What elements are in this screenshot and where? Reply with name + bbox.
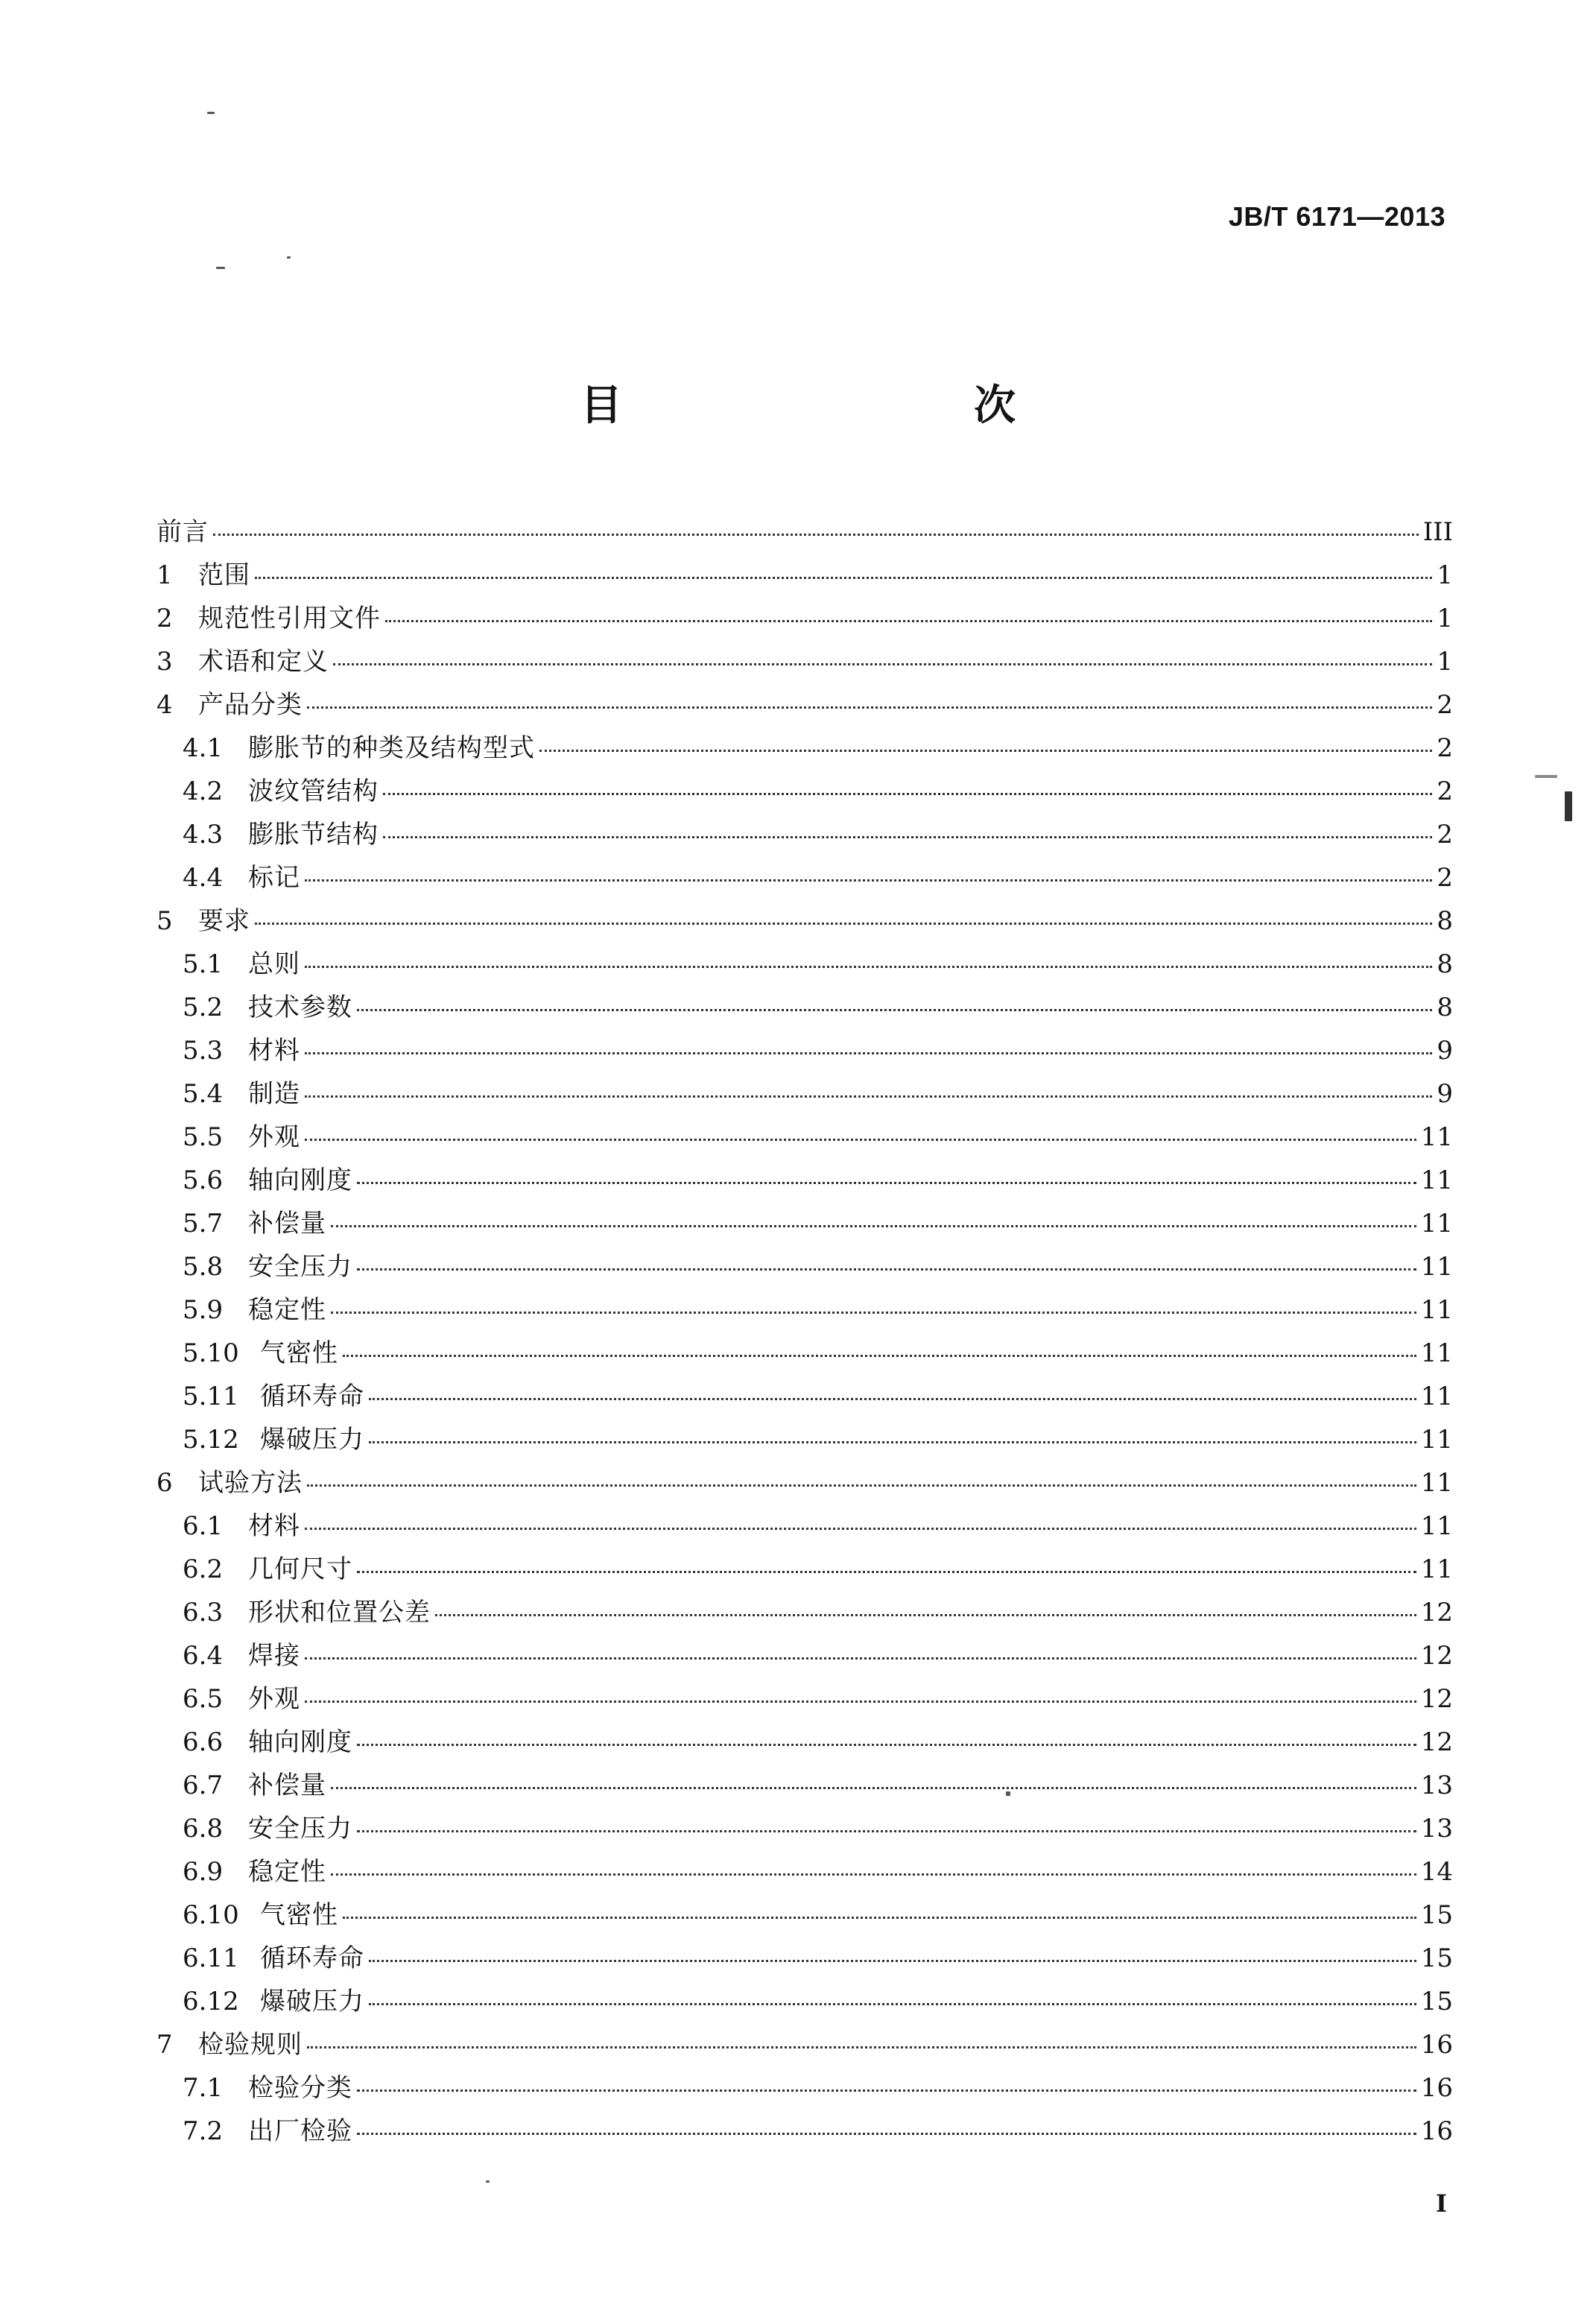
toc-entry-label: 安全压力 <box>248 1814 352 1844</box>
toc-dot-leader <box>255 576 1432 579</box>
toc-entry-number: 6.9 <box>183 1857 224 1887</box>
toc-entry-label: 检验分类 <box>248 2073 352 2103</box>
toc-dot-leader <box>305 1700 1416 1703</box>
toc-dot-leader <box>331 1873 1416 1876</box>
page-number: I <box>1436 2189 1447 2218</box>
toc-entry <box>156 1116 1453 1159</box>
toc-entry-page: 12 <box>1420 1641 1453 1671</box>
toc-entry-label: 焊接 <box>248 1641 300 1671</box>
toc-entry <box>156 554 1453 597</box>
toc-entry-label: 材料 <box>248 1511 300 1541</box>
toc-entry <box>156 1202 1453 1245</box>
toc-entry-page: 11 <box>1420 1468 1453 1498</box>
toc-entry <box>156 1505 1453 1548</box>
toc-dot-leader <box>369 1440 1416 1443</box>
toc-dot-leader <box>369 1397 1416 1400</box>
toc-entry-page: 1 <box>1437 560 1453 590</box>
toc-entry-page: 11 <box>1420 1209 1453 1238</box>
toc-entry <box>156 727 1453 770</box>
toc-dot-leader <box>357 2089 1416 2092</box>
toc-entry <box>156 943 1453 986</box>
toc-entry-label: 材料 <box>248 1036 300 1066</box>
toc-entry-number: 5.9 <box>183 1295 224 1325</box>
toc-entry <box>156 1548 1453 1591</box>
toc-dot-leader <box>305 1657 1416 1660</box>
toc-entry-label: 形状和位置公差 <box>248 1598 431 1627</box>
toc-entry-page: 13 <box>1420 1771 1453 1800</box>
toc-entry <box>156 1807 1453 1850</box>
toc-entry-number: 7.1 <box>183 2073 224 2103</box>
toc-entry-number: 5.6 <box>183 1165 224 1195</box>
toc-entry <box>156 813 1453 856</box>
toc-entry-page: 11 <box>1420 1338 1453 1368</box>
toc-dot-leader <box>331 1786 1416 1789</box>
toc-entry-page: 1 <box>1437 604 1453 633</box>
toc-entry-page: 14 <box>1420 1857 1453 1887</box>
toc-entry-number: 4.4 <box>183 863 224 893</box>
scan-speck <box>207 112 215 114</box>
toc-entry-page: 2 <box>1437 863 1453 893</box>
toc-entry <box>156 640 1453 683</box>
toc-entry-page: 2 <box>1437 776 1453 806</box>
toc-dot-leader <box>369 1959 1416 1962</box>
toc-dot-leader <box>255 922 1432 925</box>
toc-entry-label: 外观 <box>248 1122 300 1152</box>
toc-entry-number: 5.7 <box>183 1209 224 1238</box>
toc-entry-number: 4.3 <box>183 820 224 850</box>
toc-entry-label: 制造 <box>248 1079 300 1109</box>
toc-entry <box>156 510 1453 554</box>
toc-entry-number: 5.11 <box>183 1382 239 1411</box>
toc-entry-number: 5 <box>156 906 173 936</box>
toc-entry-number: 6 <box>156 1468 173 1498</box>
toc-entry <box>156 986 1453 1029</box>
toc-entry-number: 6.12 <box>183 1987 239 2016</box>
toc-entry <box>156 1850 1453 1894</box>
toc-entry-page: 11 <box>1420 1122 1453 1152</box>
toc-entry-label: 轴向刚度 <box>248 1165 352 1195</box>
toc-dot-leader <box>383 792 1432 795</box>
toc-entry-label: 安全压力 <box>248 1252 352 1282</box>
toc-entry-page: 9 <box>1437 1079 1453 1109</box>
toc-dot-leader <box>331 1311 1416 1314</box>
toc-entry-page: 11 <box>1420 1252 1453 1282</box>
toc-dot-leader <box>357 1570 1416 1573</box>
toc-entry <box>156 2110 1453 2153</box>
toc-entry-label: 产品分类 <box>198 690 303 720</box>
toc-entry <box>156 1159 1453 1202</box>
toc-entry <box>156 856 1453 899</box>
toc-entry-page: 13 <box>1420 1814 1453 1844</box>
toc-entry-number: 6.6 <box>183 1727 224 1757</box>
toc-entry-page: 11 <box>1420 1382 1453 1411</box>
toc-entry-page: 2 <box>1437 820 1453 850</box>
toc-entry-number: 6.4 <box>183 1641 224 1671</box>
toc-dot-leader <box>343 1916 1416 1919</box>
toc-entry-label: 补偿量 <box>248 1771 326 1800</box>
toc-entry-number: 4 <box>156 690 173 720</box>
toc-entry-label: 检验规则 <box>198 2030 303 2060</box>
toc-entry-page: 11 <box>1420 1295 1453 1325</box>
toc-entry <box>156 597 1453 640</box>
toc-dot-leader <box>305 965 1432 968</box>
toc-dot-leader <box>331 1224 1416 1227</box>
toc-dot-leader <box>213 533 1419 536</box>
toc-entry-page: 2 <box>1437 690 1453 720</box>
toc-entry-label: 循环寿命 <box>260 1382 364 1411</box>
toc-entry-page: 1 <box>1437 647 1453 677</box>
toc-dot-leader <box>343 1354 1416 1357</box>
toc-entry-label: 几何尺寸 <box>248 1554 352 1584</box>
toc-entry-number: 6.2 <box>183 1554 224 1584</box>
toc-entry-label: 循环寿命 <box>260 1943 364 1973</box>
toc-entry <box>156 1288 1453 1332</box>
table-of-contents <box>156 510 1453 2153</box>
scan-speck <box>1565 791 1572 821</box>
toc-entry-number: 6.3 <box>183 1598 224 1627</box>
toc-dot-leader <box>333 662 1432 665</box>
toc-entry-label: 技术参数 <box>248 993 352 1022</box>
toc-entry-label: 试验方法 <box>198 1468 303 1498</box>
toc-entry <box>156 1332 1453 1375</box>
toc-entry <box>156 1418 1453 1461</box>
toc-entry <box>156 1721 1453 1764</box>
toc-entry-label: 前言 <box>156 517 209 547</box>
toc-entry-label: 气密性 <box>260 1338 338 1368</box>
toc-entry-page: 8 <box>1437 993 1453 1022</box>
toc-dot-leader <box>357 1829 1416 1832</box>
toc-entry-label: 范围 <box>198 560 250 590</box>
toc-dot-leader <box>305 1095 1432 1098</box>
toc-dot-leader <box>305 879 1432 882</box>
toc-entry-page: 16 <box>1420 2116 1453 2146</box>
toc-entry-number: 5.5 <box>183 1122 224 1152</box>
toc-dot-leader <box>305 1138 1416 1141</box>
standard-number: JB/T 6171—2013 <box>1228 201 1445 232</box>
toc-dot-leader <box>357 1008 1432 1011</box>
toc-entry-label: 标记 <box>248 863 300 893</box>
toc-entry-number: 4.2 <box>183 776 224 806</box>
toc-entry <box>156 899 1453 943</box>
toc-entry-label: 膨胀节结构 <box>248 820 379 850</box>
toc-entry-label: 爆破压力 <box>260 1425 364 1455</box>
toc-entry-number: 7.2 <box>183 2116 224 2146</box>
toc-entry-number: 6.7 <box>183 1771 224 1800</box>
toc-entry-label: 规范性引用文件 <box>198 604 381 633</box>
toc-dot-leader <box>539 749 1432 752</box>
toc-dot-leader <box>357 1268 1416 1271</box>
toc-dot-leader <box>307 706 1432 709</box>
toc-entry-page: 12 <box>1420 1727 1453 1757</box>
toc-dot-leader <box>307 1484 1416 1487</box>
toc-entry-number: 6.1 <box>183 1511 224 1541</box>
toc-entry-page: 15 <box>1420 1987 1453 2016</box>
scan-speck <box>486 2180 490 2183</box>
toc-entry-number: 2 <box>156 604 173 633</box>
toc-entry-number: 6.5 <box>183 1684 224 1714</box>
toc-dot-leader <box>357 2132 1416 2135</box>
toc-entry-number: 5.2 <box>183 993 224 1022</box>
document-title: 目 次 <box>580 381 1105 430</box>
toc-entry-page: 15 <box>1420 1943 1453 1973</box>
toc-entry-label: 术语和定义 <box>198 647 329 677</box>
toc-dot-leader <box>383 835 1432 838</box>
scan-speck <box>1535 775 1557 778</box>
toc-entry-page: 12 <box>1420 1684 1453 1714</box>
toc-entry <box>156 1894 1453 1937</box>
toc-entry-page: 16 <box>1420 2030 1453 2060</box>
toc-entry-number: 6.10 <box>183 1900 239 1930</box>
toc-entry-page: 11 <box>1420 1165 1453 1195</box>
toc-entry-page: 2 <box>1437 733 1453 763</box>
scan-speck <box>216 267 225 269</box>
toc-entry <box>156 1029 1453 1072</box>
toc-entry-number: 6.11 <box>183 1943 239 1973</box>
toc-entry <box>156 1937 1453 1980</box>
toc-entry-page: 11 <box>1420 1425 1453 1455</box>
toc-dot-leader <box>369 2002 1416 2005</box>
toc-dot-leader <box>305 1527 1416 1530</box>
toc-entry-number: 5.4 <box>183 1079 224 1109</box>
toc-entry-label: 爆破压力 <box>260 1987 364 2016</box>
toc-entry-number: 6.8 <box>183 1814 224 1844</box>
toc-entry-label: 膨胀节的种类及结构型式 <box>248 733 535 763</box>
toc-entry-number: 1 <box>156 560 173 590</box>
toc-entry-page: 8 <box>1437 949 1453 979</box>
toc-entry-page: III <box>1422 517 1453 547</box>
toc-entry-page: 9 <box>1437 1036 1453 1066</box>
toc-entry-label: 轴向刚度 <box>248 1727 352 1757</box>
toc-entry <box>156 2066 1453 2110</box>
scan-speck <box>1006 1791 1010 1796</box>
toc-entry <box>156 1072 1453 1116</box>
toc-entry-label: 波纹管结构 <box>248 776 379 806</box>
toc-entry <box>156 770 1453 813</box>
toc-dot-leader <box>307 2046 1416 2048</box>
toc-entry <box>156 1677 1453 1721</box>
toc-entry-number: 7 <box>156 2030 173 2060</box>
toc-entry-page: 11 <box>1420 1554 1453 1584</box>
toc-entry <box>156 1375 1453 1418</box>
toc-entry-number: 5.1 <box>183 949 224 979</box>
toc-entry <box>156 1980 1453 2023</box>
toc-entry <box>156 1461 1453 1505</box>
toc-entry-label: 外观 <box>248 1684 300 1714</box>
toc-entry-label: 气密性 <box>260 1900 338 1930</box>
toc-entry-label: 总则 <box>248 949 300 979</box>
toc-dot-leader <box>385 619 1432 622</box>
toc-entry <box>156 2023 1453 2066</box>
toc-dot-leader <box>435 1613 1416 1616</box>
toc-entry-label: 出厂检验 <box>248 2116 352 2146</box>
scan-speck <box>287 256 291 259</box>
toc-entry-number: 5.10 <box>183 1338 239 1368</box>
toc-entry-label: 稳定性 <box>248 1857 326 1887</box>
toc-entry-number: 4.1 <box>183 733 224 763</box>
toc-entry <box>156 1591 1453 1634</box>
toc-entry <box>156 1634 1453 1677</box>
toc-dot-leader <box>305 1051 1432 1054</box>
toc-entry-number: 5.12 <box>183 1425 239 1455</box>
toc-entry-page: 15 <box>1420 1900 1453 1930</box>
toc-entry-label: 补偿量 <box>248 1209 326 1238</box>
toc-entry-number: 5.3 <box>183 1036 224 1066</box>
toc-entry <box>156 1764 1453 1807</box>
toc-entry-number: 5.8 <box>183 1252 224 1282</box>
toc-dot-leader <box>357 1743 1416 1746</box>
toc-entry-page: 12 <box>1420 1598 1453 1627</box>
toc-entry-page: 16 <box>1420 2073 1453 2103</box>
toc-entry <box>156 683 1453 727</box>
toc-entry-page: 8 <box>1437 906 1453 936</box>
toc-entry <box>156 1245 1453 1288</box>
toc-dot-leader <box>357 1181 1416 1184</box>
toc-entry-number: 3 <box>156 647 173 677</box>
toc-entry-label: 稳定性 <box>248 1295 326 1325</box>
toc-entry-label: 要求 <box>198 906 250 936</box>
toc-entry-page: 11 <box>1420 1511 1453 1541</box>
